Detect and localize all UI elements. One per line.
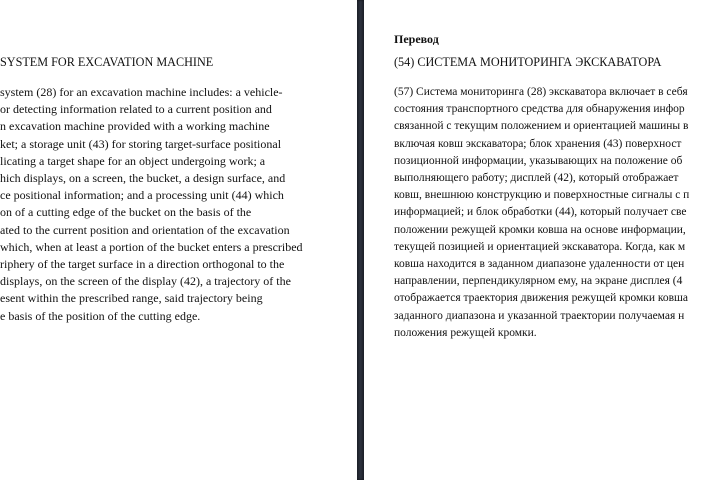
abstract-line: hich displays, on a screen, the bucket, a design surface, and bbox=[0, 171, 286, 186]
russian-title: (54) СИСТЕМА МОНИТОРИНГА ЭКСКАВАТОРА bbox=[394, 55, 662, 69]
abstract-line: направлении, перпендикулярном ему, на экране дисплея (4 bbox=[394, 275, 683, 288]
translation-label: Перевод bbox=[394, 32, 439, 46]
abstract-line: информацией; и блок обработки (44), который получает све bbox=[394, 206, 687, 219]
right-document-page bbox=[364, 0, 720, 480]
abstract-line: n excavation machine provided with a working machine bbox=[0, 119, 270, 134]
abstract-line: licating a target shape for an object undergoing work; a bbox=[0, 153, 266, 168]
abstract-line: ковш, внешнюю конструкцию и поверхностные сигналы с п bbox=[394, 189, 690, 202]
abstract-line: позиционной информации, указывающих на положение об bbox=[394, 154, 683, 167]
abstract-line: положении режущей кромки ковша на основе информации, bbox=[394, 223, 686, 236]
abstract-line: заданного диапазона и указанной траектории получаемая н bbox=[394, 309, 685, 322]
page-divider bbox=[357, 0, 364, 480]
abstract-line: включая ковш экскаватора; блок хранения (43) поверхност bbox=[394, 137, 682, 150]
abstract-line: ковша находится в заданном диапазоне удаленности от цен bbox=[394, 258, 685, 271]
abstract-line: (57) Система мониторинга (28) экскаватора включает в себя bbox=[394, 86, 688, 98]
abstract-line: выполняющего работу; дисплей (42), который отображает bbox=[394, 172, 679, 185]
english-title: SYSTEM FOR EXCAVATION MACHINE bbox=[0, 55, 214, 69]
russian-abstract bbox=[394, 84, 689, 342]
abstract-line: отображается траектория движения режущей кромки ковша bbox=[394, 292, 689, 305]
abstract-line: связанной с текущим положением и ориентацией машины в bbox=[394, 120, 689, 133]
abstract-line: состояния транспортного средства для обнаружения инфор bbox=[394, 103, 685, 116]
abstract-line: system (28) for an excavation machine includes: a vehicle- bbox=[0, 85, 283, 99]
english-abstract bbox=[0, 84, 303, 325]
abstract-line: riphery of the target surface in a direction orthogonal to the bbox=[0, 257, 285, 272]
abstract-line: e basis of the position of the cutting edge. bbox=[0, 308, 201, 323]
abstract-line: or detecting information related to a current position and bbox=[0, 102, 272, 117]
abstract-line: which, when at least a portion of the bucket enters a prescribed bbox=[0, 239, 303, 254]
abstract-line: ce positional information; and a processing unit (44) which bbox=[0, 188, 284, 203]
abstract-line: ated to the current position and orientation of the excavation bbox=[0, 222, 290, 237]
left-document-page bbox=[0, 0, 357, 480]
abstract-line: on of a cutting edge of the bucket on the basis of the bbox=[0, 205, 252, 220]
abstract-line: текущей позицией и ориентацией экскаватора. Когда, как м bbox=[394, 240, 686, 253]
abstract-line: ket; a storage unit (43) for storing target-surface positional bbox=[0, 136, 282, 151]
abstract-line: esent within the prescribed range, said trajectory being bbox=[0, 291, 263, 306]
abstract-line: положения режущей кромки. bbox=[394, 326, 537, 339]
abstract-line: displays, on the screen of the display (42), a trajectory of the bbox=[0, 274, 291, 289]
